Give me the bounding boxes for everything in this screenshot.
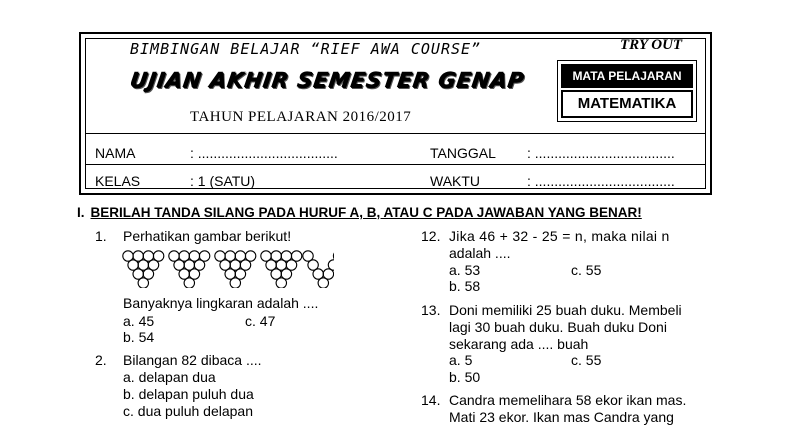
divider-line — [86, 164, 705, 165]
question-number: 13. — [421, 302, 441, 318]
option-c: c. 55 — [571, 352, 602, 368]
school-year: TAHUN PELAJARAN 2016/2017 — [190, 109, 412, 125]
question-number: 1. — [95, 228, 107, 244]
circle-mark — [230, 278, 240, 288]
option-a: a. 45 — [123, 313, 155, 329]
circle-group — [123, 251, 334, 288]
option-b: b. 58 — [449, 278, 481, 294]
question-text: lagi 30 buah duku. Buah duku Doni — [449, 319, 667, 335]
option-a: a. 5 — [449, 352, 473, 368]
question-number: 2. — [95, 352, 107, 368]
section-number: I. — [77, 205, 85, 220]
question-text: Jika 46 + 32 - 25 = n, maka nilai n — [449, 228, 670, 244]
question-text: Doni memiliki 25 buah duku. Membeli — [449, 302, 682, 318]
option-c: c. dua puluh delapan — [123, 403, 253, 419]
option-b: b. 50 — [449, 369, 481, 385]
nama-label: NAMA — [95, 145, 136, 161]
circle-mark — [318, 278, 328, 288]
tanggal-value: : .................................... — [527, 145, 675, 161]
question-text: Banyaknya lingkaran adalah .... — [123, 295, 319, 311]
kelas-value: : 1 (SATU) — [190, 173, 256, 189]
circles-figure — [122, 250, 334, 288]
circle-mark — [184, 278, 194, 288]
kelas-label: KELAS — [95, 173, 141, 189]
question-number: 12. — [421, 228, 441, 244]
subject-value: MATEMATIKA — [561, 90, 693, 118]
question-text: adalah .... — [449, 245, 511, 261]
question-number: 14. — [421, 392, 441, 408]
question-text: Bilangan 82 dibaca .... — [123, 352, 262, 368]
option-c: c. 55 — [571, 262, 602, 278]
circle-mark — [276, 278, 286, 288]
nama-value: : .................................... — [190, 145, 338, 161]
circle-mark — [138, 278, 148, 288]
tryout-label: TRY OUT — [620, 37, 683, 53]
waktu-label: WAKTU — [430, 173, 481, 189]
option-a: a. 53 — [449, 262, 481, 278]
option-b: b. 54 — [123, 329, 155, 345]
subject-label: MATA PELAJARAN — [561, 64, 693, 88]
org-name: BIMBINGAN BELAJAR “RIEF AWA COURSE” — [130, 40, 482, 58]
question-text: Candra memelihara 58 ekor ikan mas. — [449, 392, 687, 408]
question-text: sekarang ada .... buah — [449, 336, 589, 352]
tanggal-label: TANGGAL — [430, 145, 496, 161]
waktu-value: : .................................... — [527, 173, 675, 189]
option-a: a. delapan dua — [123, 369, 216, 385]
divider-line — [86, 133, 705, 134]
option-c: c. 47 — [245, 313, 276, 329]
question-text: Perhatikan gambar berikut! — [123, 228, 292, 244]
option-b: b. delapan puluh dua — [123, 386, 254, 402]
exam-title: UJIAN AKHIR SEMESTER GENAP — [128, 68, 526, 92]
section-title: BERILAH TANDA SILANG PADA HURUF A, B, ATAU C PADA JAWABAN YANG BENAR! — [90, 205, 642, 220]
question-text: Mati 23 ekor. Ikan mas Candra yang — [449, 409, 674, 425]
section-heading — [77, 205, 642, 220]
